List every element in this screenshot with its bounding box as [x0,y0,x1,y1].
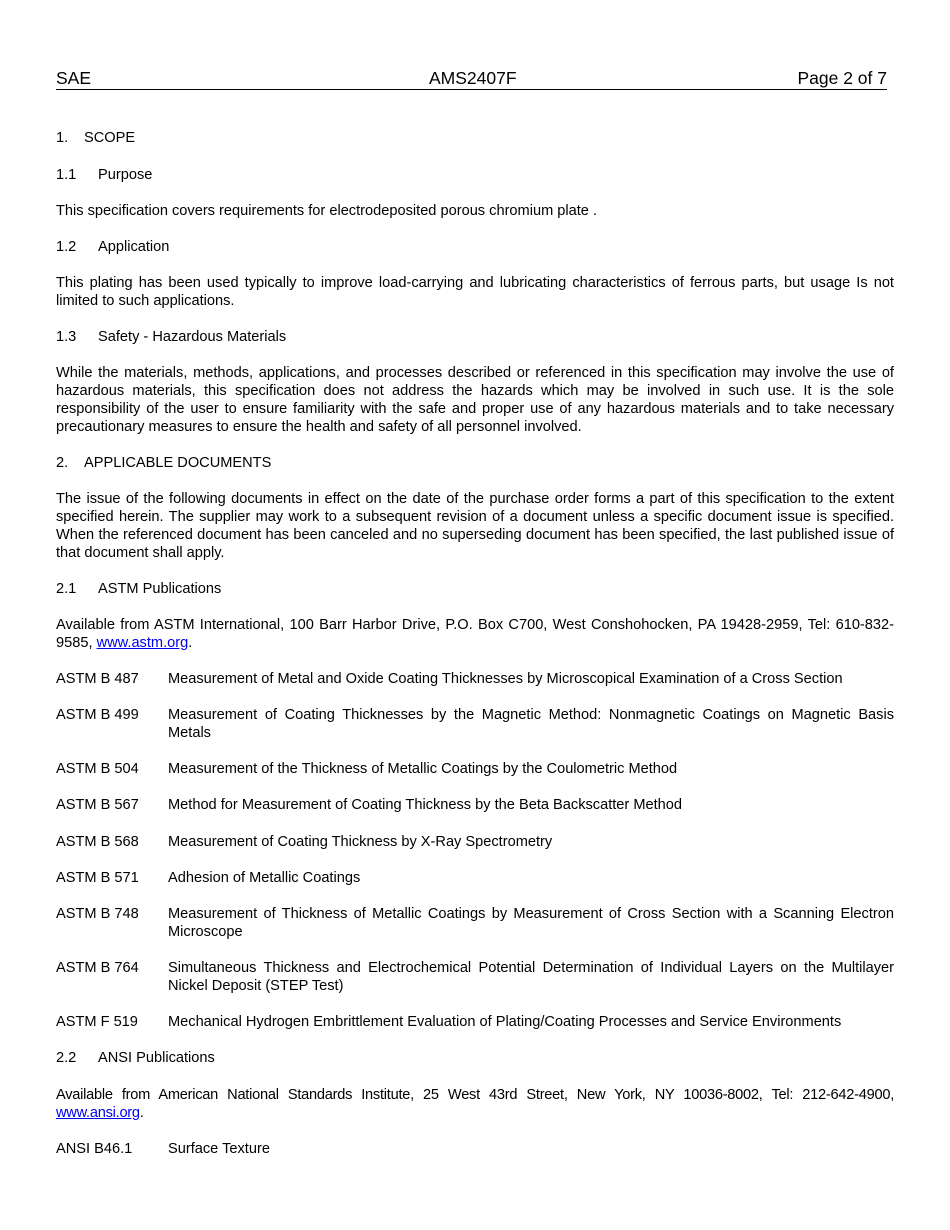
header-page-number: Page 2 of 7 [797,68,887,88]
reference-code: ANSI B46.1 [56,1141,133,1157]
reference-title: Measurement of Coating Thickness by X-Ray Spectrometry [168,834,553,850]
ansi-availability-tail: . [139,1105,144,1121]
reference-code: ASTM B 571 [56,870,139,886]
reference-item [56,760,894,778]
reference-title: Mechanical Hydrogen Embrittlement Evaluation of Plating/Coating Processes and Service Environments [168,1014,842,1030]
section-title: ASTM Publications [98,581,222,597]
astm-availability [56,616,894,652]
astm-availability-tail: . [188,635,193,651]
section-heading-purpose [56,166,894,184]
reference-code: ASTM B 764 [56,960,139,976]
section-heading-safety [56,328,894,346]
purpose-paragraph: This specification covers requirements for electrodeposited porous chromium plate . [56,203,598,219]
section-number: 1. [56,130,69,146]
reference-item [56,670,894,688]
reference-title: Surface Texture [168,1141,270,1157]
reference-item [56,869,894,887]
reference-code: ASTM B 499 [56,707,139,723]
reference-title: Method for Measurement of Coating Thickness by the Beta Backscatter Method [168,797,683,813]
section-number: 2.2 [56,1050,77,1066]
reference-item [56,905,894,941]
section-title: ANSI Publications [98,1050,215,1066]
section-title: Purpose [98,167,153,183]
section-heading-application [56,238,894,256]
page-header [56,68,887,90]
reference-code: ASTM B 504 [56,761,139,777]
applicable-documents-paragraph: The issue of the following documents in effect on the date of the purchase order forms a part of this specification to the extent specified herein. The supplier may work to a subsequent revision of a document unless a specific document issue is specified. When the referenced document has been canceled and no superseding document has been specified, the last published issue of that document shall apply. [56,491,894,561]
reference-code: ASTM B 567 [56,797,139,813]
ansi-availability [56,1086,894,1122]
reference-code: ASTM B 487 [56,671,139,687]
reference-code: ASTM B 748 [56,906,139,922]
section-title: SCOPE [84,130,136,146]
ansi-availability-text: Available from American National Standards Institute, 25 West 43rd Street, New York, NY 10036-8002, Tel: 212-642-4900, [56,1087,894,1103]
section-number: 1.3 [56,329,77,345]
astm-website-link[interactable]: www.astm.org [96,635,189,651]
header-doc-number: AMS2407F [429,68,517,88]
application-paragraph: This plating has been used typically to improve load-carrying and lubricating characteristics of ferrous parts, but usage Is not limited to such applications. [56,275,894,309]
section-number: 2. [56,455,69,471]
reference-item [56,1013,894,1031]
safety-paragraph: While the materials, methods, applications, and processes described or referenced in this specification may involve the use of hazardous materials, this specification does not address the hazards which may be involved in such use. It is the sole responsibility of the user to ensure familiarity with the safe and proper use of any hazardous materials and to take necessary precautionary measures to ensure the health and safety of all personnel involved. [56,365,894,435]
section-heading-astm [56,580,894,598]
section-number: 2.1 [56,581,77,597]
section-title: APPLICABLE DOCUMENTS [84,455,272,471]
reference-title: Measurement of Thickness of Metallic Coatings by Measurement of Cross Section with a Scanning Electron Microscope [168,906,894,940]
section-heading-applicable-documents [56,454,894,472]
reference-title: Measurement of Coating Thicknesses by the Magnetic Method: Nonmagnetic Coatings on Magnetic Basis Metals [168,707,894,741]
header-org: SAE [56,68,92,88]
reference-title: Measurement of the Thickness of Metallic Coatings by the Coulometric Method [168,761,678,777]
reference-item [56,706,894,742]
reference-title: Simultaneous Thickness and Electrochemical Potential Determination of Individual Layers on the Multilayer Nickel Deposit (STEP Test) [168,960,894,994]
reference-title: Measurement of Metal and Oxide Coating Thicknesses by Microscopical Examination of a Cross Section [168,671,843,687]
reference-item [56,833,894,851]
reference-code: ASTM F 519 [56,1014,138,1030]
astm-availability-text: Available from ASTM International, 100 Barr Harbor Drive, P.O. Box C700, West Conshohocken, PA 19428-2959, Tel: 610-832-9585, [56,617,894,651]
section-title: Application [98,239,170,255]
section-heading-ansi [56,1049,894,1067]
reference-code: ASTM B 568 [56,834,139,850]
section-heading-scope [56,129,894,147]
section-number: 1.2 [56,239,77,255]
section-title: Safety - Hazardous Materials [98,329,287,345]
ansi-website-link[interactable]: www.ansi.org [56,1105,140,1121]
reference-item [56,959,894,995]
reference-item [56,1140,894,1158]
reference-title: Adhesion of Metallic Coatings [168,870,361,886]
reference-item [56,796,894,814]
section-number: 1.1 [56,167,77,183]
